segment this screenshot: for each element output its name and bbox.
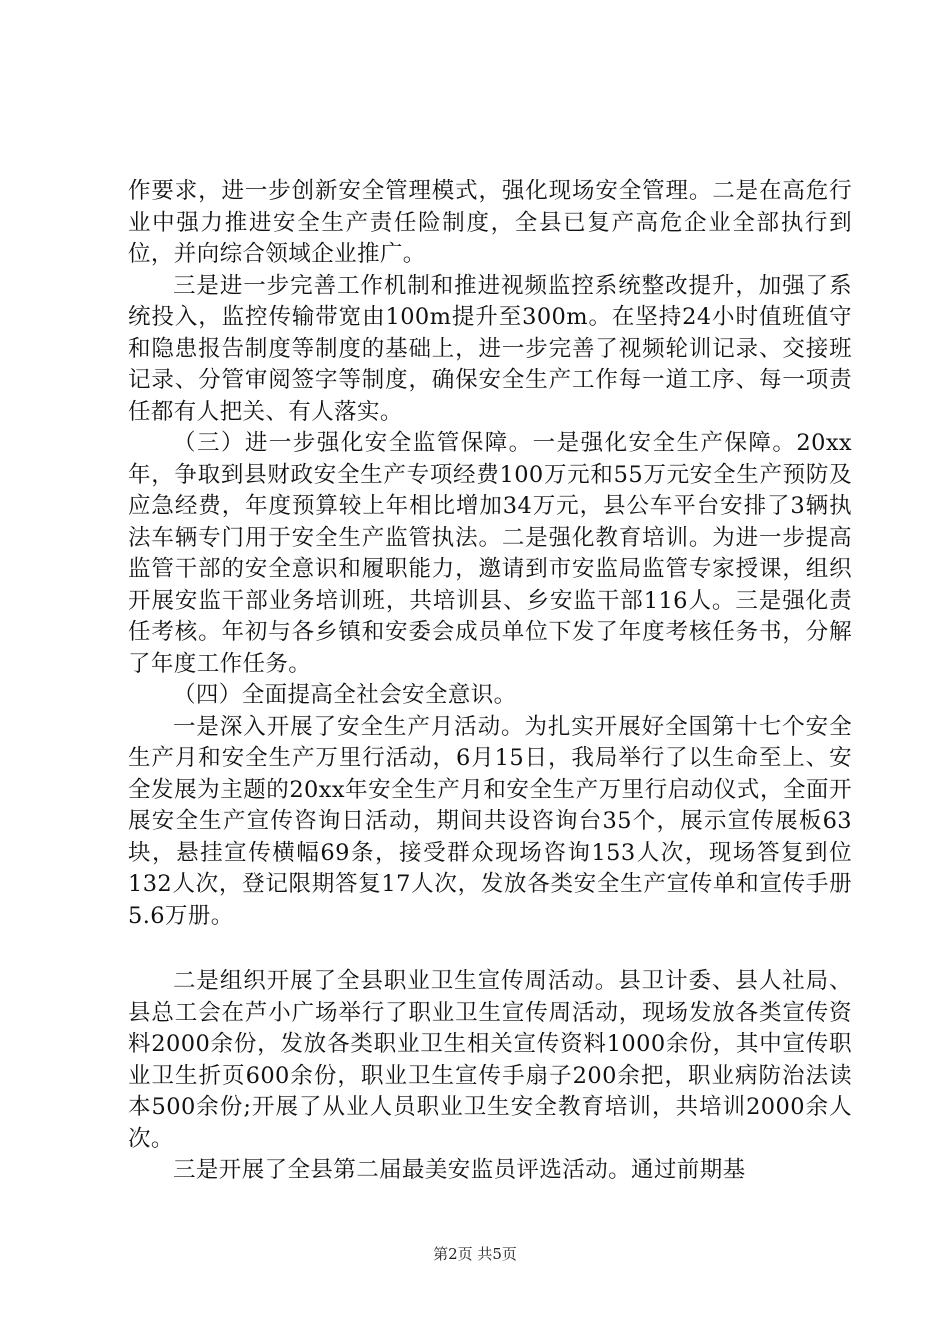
paragraph-occupational-health-week: 二是组织开展了全县职业卫生宣传周活动。县卫计委、县人社局、县总工会在芦小广场举行了职业卫生宣传周活动，现场发放各类宣传资料2000余份，发放各类职业卫生相关宣传资料1000余份，其中宣传职业卫生折页600余份，职业卫生宣传手扇子200余把，职业病防治法读本500余份;开展了从业人员职业卫生安全教育培训，共培训2000余人次。 <box>128 968 852 1152</box>
page-number-footer: 第2页 共5页 <box>433 1245 517 1263</box>
paragraph-safety-month: 一是深入开展了安全生产月活动。为扎实开展好全国第十七个安全生产月和安全生产万里行活动，6月15日，我局举行了以生命至上、安全发展为主题的20xx年安全生产月和安全生产万里行启动仪式，全面开展安全生产宣传咨询日活动，期间共设咨询台35个，展示宣传展板63块，悬挂宣传横幅69条，接受群众现场咨询153人次，现场答复到位132人次，登记限期答复17人次，发放各类安全生产宣传单和宣传手册5.6万册。 <box>128 713 852 929</box>
paragraph-video-monitoring: 三是进一步完善工作机制和推进视频监控系统整改提升，加强了系统投入，监控传输带宽由100m提升至300m。在坚持24小时值班值守和隐患报告制度等制度的基础上，进一步完善了视频轮训记录、交接班记录、分管审阅签字等制度，确保安全生产工作每一道工序、每一项责任都有人把关、有人落实。 <box>128 272 852 425</box>
paragraph-section-three: （三）进一步强化安全监管保障。一是强化安全生产保障。20xx年，争取到县财政安全生产专项经费100万元和55万元安全生产预防及应急经费，年度预算较上年相比增加34万元，县公车平台安排了3辆执法车辆专门用于安全生产监管执法。二是强化教育培训。为进一步提高监管干部的安全意识和履职能力，邀请到市安监局监管专家授课，组织开展安监干部业务培训班，共培训县、乡安监干部116人。三是强化责任考核。年初与各乡镇和安委会成员单位下发了年度考核任务书，分解了年度工作任务。 <box>128 430 852 677</box>
section-four-heading: （四）全面提高全社会安全意识。 <box>173 682 517 708</box>
paragraph-continuation: 作要求，进一步创新安全管理模式，强化现场安全管理。二是在高危行业中强力推进安全生产责任险制度，全县已复产高危企业全部执行到位，并向综合领域企业推广。 <box>128 178 852 267</box>
paragraph-best-inspector: 三是开展了全县第二届最美安监员评选活动。通过前期基 <box>173 1157 746 1183</box>
document-body <box>128 176 852 1187</box>
